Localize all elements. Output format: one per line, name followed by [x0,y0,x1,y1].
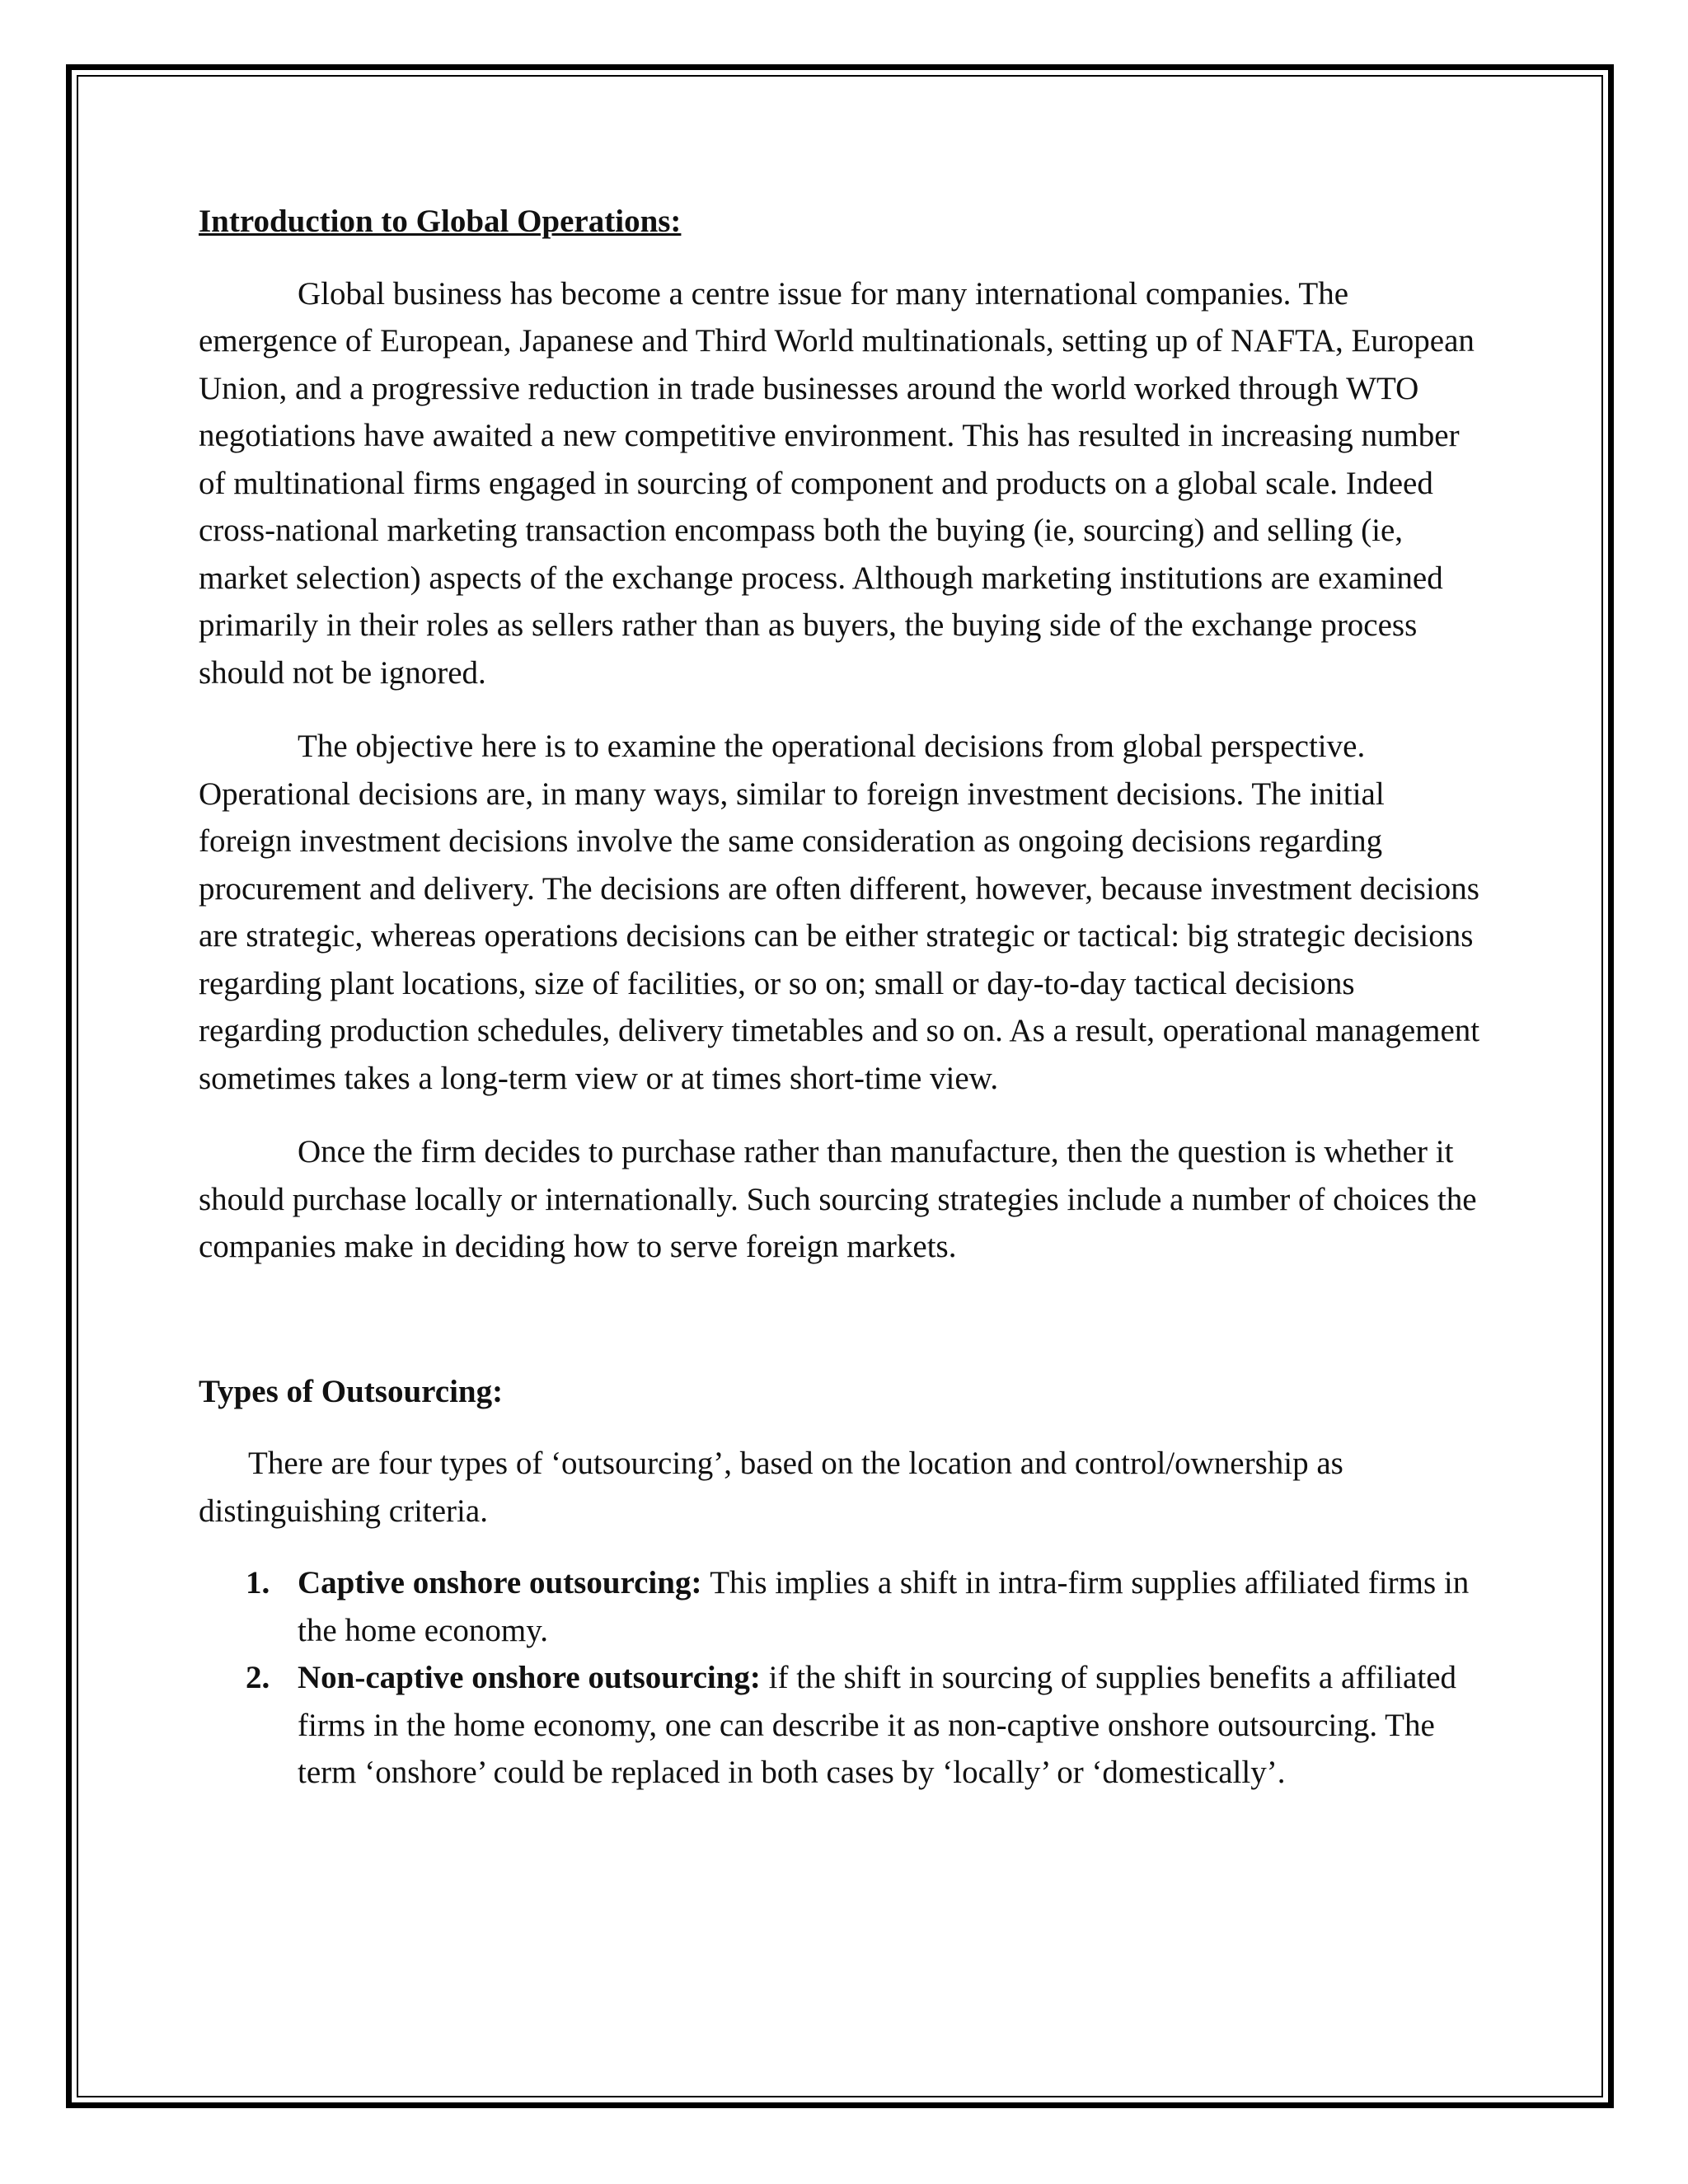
list-item-text: if the shift in sourcing of supplies benefits a affiliated firms in the home economy, one can describe it as non-captive onshore outsourcing. The term ‘onshore’ could be replaced in both cases by ‘locally’ or ‘domestically’. [298,1660,1457,1790]
paragraph-purchase-decision: Once the firm decides to purchase rather than manufacture, then the question is whether it should purchase locally or internationally. Such sourcing strategies include a number of choices the companies make in deciding how to serve foreign markets. [199,1134,1477,1264]
outsourcing-types-list [199,1559,1484,1797]
list-item-number: 2. [246,1660,270,1695]
document-body [199,198,1484,1797]
list-item-captive-onshore [199,1559,1484,1654]
section-heading-types-of-outsourcing: Types of Outsourcing: [199,1373,504,1409]
list-item-term: Captive onshore outsourcing: [298,1565,710,1601]
list-item-non-captive-onshore [199,1654,1484,1797]
list-item-term: Non-captive onshore outsourcing: [298,1660,769,1695]
section-heading-global-operations: Introduction to Global Operations: [199,204,682,239]
list-item-text: This implies a shift in intra-firm supplies affiliated firms in the home economy. [298,1565,1470,1648]
paragraph-operational-decisions: The objective here is to examine the operational decisions from global perspective. Operational decisions are, in many ways, similar to foreign investment decisions. The initial foreign investment decisions involve the same consideration as ongoing decisions regarding procurement and delivery. The decisions are often different, however, because investment decisions are strategic, whereas operations decisions can be either strategic or tactical: big strategic decisions regarding plant locations, size of facilities, or so on; small or day-to-day tactical decisions regarding production schedules, delivery timetables and so on. As a result, operational management sometimes takes a long-term view or at times short-time view. [199,729,1480,1096]
paragraph-types-intro: There are four types of ‘outsourcing’, based on the location and control/ownership as distinguishing criteria. [199,1446,1343,1529]
paragraph-global-business: Global business has become a centre issue for many international companies. The emergence of European, Japanese and Third World multinationals, setting up of NAFTA, European Union, and a progressive reduction in trade businesses around the world worked through WTO negotiations have awaited a new competitive environment. This has resulted in increasing number of multinational firms engaged in sourcing of component and products on a global scale. Indeed cross-national marketing transaction encompass both the buying (ie, sourcing) and selling (ie, market selection) aspects of the exchange process. Although marketing institutions are examined primarily in their roles as sellers rather than as buyers, the buying side of the exchange process should not be ignored. [199,275,1475,691]
list-item-number: 1. [246,1565,270,1601]
